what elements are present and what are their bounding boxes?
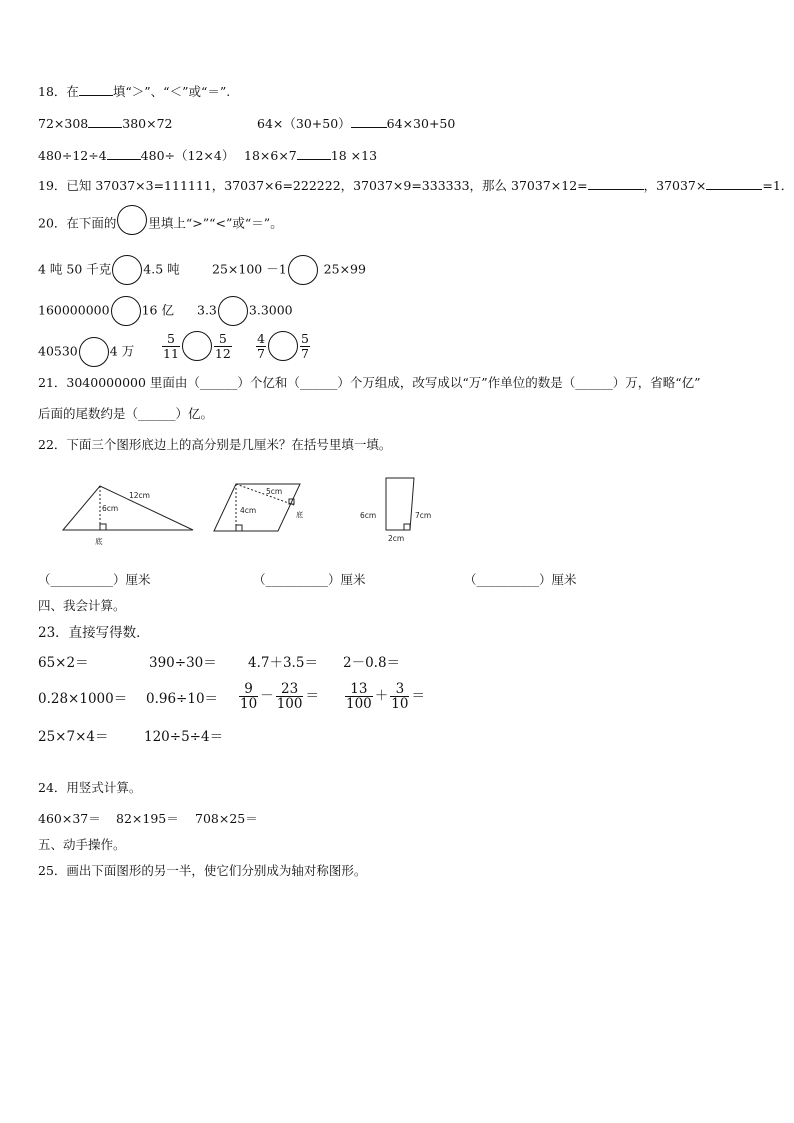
q20-row1-right [212,255,366,285]
q20-header [38,213,283,235]
expr: 25×100 －1 [212,261,287,277]
expr: 3.3000 [248,302,293,318]
q20-instruction: 里填上“>”“<”或“＝”。 [148,215,283,231]
trapezoid-outline [386,478,414,530]
parallelogram-figure [208,478,308,538]
answer-circle[interactable] [79,337,109,367]
q20-row3-left [38,337,134,367]
q23-fraction-expr-1 [237,682,319,711]
triangle-figure [55,478,205,550]
triangle-outline [63,486,193,530]
q24-item: 82×195＝ [116,811,179,826]
q18-row2-left [38,147,234,164]
denominator: 10 [391,696,409,712]
q21-line1: 21．3040000000 里面由（______）个亿和（______）个万组成，改写成以“万”作单位的数是（______）万，省略“亿” [38,375,701,390]
q18-blank[interactable] [79,83,113,96]
numerator: 4 [257,330,265,346]
q23-item: 25×7×4＝ [38,729,109,745]
answer-circle[interactable] [268,331,298,361]
q23-item: 120÷5÷4＝ [144,729,224,745]
numerator: 5 [300,330,309,346]
q22-answer-2[interactable]: （__________）厘米 [253,572,366,587]
q22-answer-3[interactable]: （__________）厘米 [464,572,577,587]
fraction [300,332,310,361]
expr: 380×72 [122,116,173,131]
answer-blank[interactable] [351,115,387,128]
operator: ＝ [411,688,425,704]
answer-circle[interactable] [112,255,142,285]
q20-label: 20．在下面的 [38,215,117,231]
q23-item: 0.96÷10＝ [146,691,219,707]
q19 [38,177,793,194]
q23-item: 0.28×1000＝ [38,691,128,707]
denominator: 10 [240,696,258,712]
section-4-heading: 四、我会计算。 [38,598,126,613]
section-5-heading: 五、动手操作。 [38,837,126,852]
trapezoid-right-label: 7cm [415,511,432,520]
expr: 64×30+50 [386,116,456,131]
expr: 4 吨 50 千克 [38,261,112,277]
q23-title: 23．直接写得数． [38,625,150,641]
parallelogram-side-label: 5cm [266,487,283,496]
expr: 480÷12÷4 [38,148,107,163]
numerator: 5 [162,332,180,347]
expr: 40530 [38,343,78,359]
fraction [390,682,409,711]
right-angle-icon [404,524,410,530]
q24-title: 24．用竖式计算。 [38,780,142,795]
denominator: 100 [346,696,372,712]
circle-icon [117,205,147,235]
q18-row1-left [38,115,173,132]
answer-blank[interactable] [706,177,762,190]
trapezoid-bottom-label: 2cm [388,534,405,543]
parallelogram-base-label: 底 [296,511,303,519]
fraction [276,682,304,711]
fraction [256,332,266,361]
operator: ＋ [374,688,389,704]
expr: 4.5 吨 [143,261,180,277]
q23-item: 4.7＋3.5＝ [248,655,318,671]
triangle-base-label: 底 [95,537,103,546]
q18-label: 18．在 [38,84,79,99]
answer-blank[interactable] [297,147,331,160]
answer-blank[interactable] [107,147,141,160]
numerator: 9 [239,682,258,697]
expr: 18 ×13 [330,148,378,163]
denominator: 7 [257,345,265,361]
q20-row2-left [38,296,174,326]
numerator: 23 [276,682,304,697]
expr: 3.3 [197,302,217,318]
q24-item: 460×37＝ [38,811,101,826]
fraction [162,332,180,361]
operator: － [260,688,274,704]
q23-fraction-expr-2 [343,682,425,711]
operator: ＝ [305,688,319,704]
expr: 18×6×7 [244,148,297,163]
parallelogram-height-2 [236,484,294,505]
q18-instruction: 填“＞”、“＜”或“＝”. [112,84,231,99]
answer-circle[interactable] [111,296,141,326]
answer-blank[interactable] [88,115,122,128]
triangle-height-label: 6cm [102,504,119,513]
answer-circle[interactable] [182,331,212,361]
q18-row2-right [244,147,377,164]
q22-answer-1[interactable]: （__________）厘米 [38,572,151,587]
denominator: 11 [163,345,179,361]
expr: 480÷（12×4） [140,148,235,163]
q18-header [38,83,230,100]
right-angle-icon [100,524,106,530]
denominator: 7 [300,345,309,361]
q20-row1-left [38,255,180,285]
right-angle-icon [236,525,242,531]
q23-item: 2－0.8＝ [343,655,401,671]
q24-item: 708×25＝ [195,811,258,826]
expr: 64×（30+50） [257,116,351,131]
q21-line2: 后面的尾数约是（______）亿。 [38,406,214,421]
denominator: 100 [276,696,303,712]
fraction [345,682,373,711]
answer-circle[interactable] [288,255,318,285]
parallelogram-height-label: 4cm [240,506,257,515]
expr: 25×99 [323,261,366,277]
q19-text: ，37037× [643,178,707,193]
numerator: 13 [345,682,373,697]
numerator: 5 [214,332,232,347]
fraction [214,332,232,361]
parallelogram-outline [214,484,300,531]
answer-blank[interactable] [588,177,644,190]
q19-text: =1． [762,178,794,193]
expr: 160000000 [38,302,110,318]
numerator: 3 [390,682,409,697]
triangle-side-label: 12cm [129,491,150,500]
trapezoid-left-label: 6cm [360,511,377,520]
answer-circle[interactable] [218,296,248,326]
fraction [239,682,258,711]
q19-text: 19．已知 37037×3=111111，37037×6=222222，37037×9=333333，那么 37037×12= [38,178,588,193]
q20-row3-fractions-a [160,331,234,361]
q18-row1-right [257,115,455,132]
expr: 16 亿 [141,302,174,318]
trapezoid-figure [358,470,442,545]
q23-item: 390÷30＝ [149,655,217,671]
q25-text: 25．画出下面图形的另一半，使它们分别成为轴对称图形。 [38,863,367,878]
q20-row2-right [197,296,293,326]
q23-item: 65×2＝ [38,655,89,671]
expr: 72×308 [38,116,89,131]
q20-row3-fractions-b [254,331,312,361]
q22-text: 22．下面三个图形底边上的高分别是几厘米？在括号里填一填。 [38,437,392,452]
expr: 4 万 [109,343,135,359]
denominator: 12 [214,345,231,361]
